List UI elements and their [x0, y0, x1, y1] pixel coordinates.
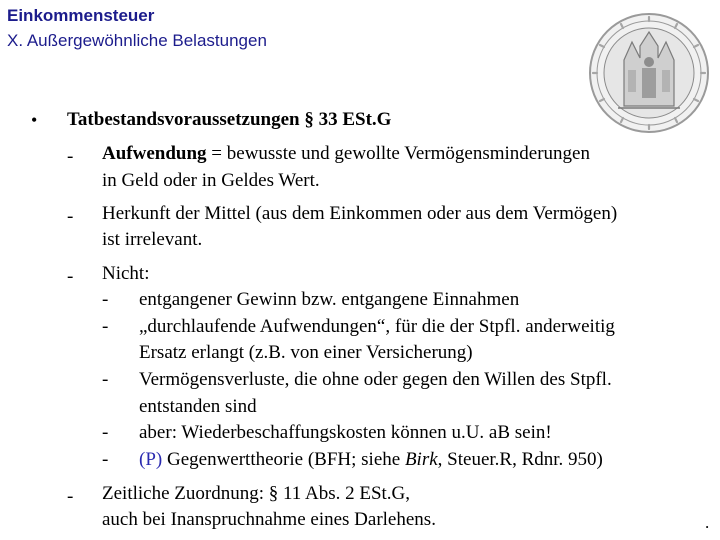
end-mark: . — [705, 513, 710, 532]
university-seal-icon — [588, 12, 710, 134]
dash-marker: - — [67, 266, 74, 287]
sub-item-durchlaufende-line2: Ersatz erlangt (z.B. von einer Versicherung) — [139, 342, 473, 363]
item-herkunft-line2: ist irrelevant. — [102, 229, 203, 250]
dash-marker: - — [67, 146, 74, 167]
gegenwerttheorie-text-b: , Steuer.R, Rdnr. 950) — [437, 449, 603, 470]
aufwendung-definition: = bewusste und gewollte Vermögensminderungen — [206, 143, 590, 164]
item-zeitliche-zuordnung-line2: auch bei Inanspruchnahme eines Darlehens. — [102, 509, 436, 530]
term-aufwendung: Aufwendung — [102, 143, 207, 164]
dash-marker: - — [67, 486, 74, 507]
sub-item-wiederbeschaffung: aber: Wiederbeschaffungskosten können u.U. aB sein! — [139, 422, 552, 443]
sub-item-gegenwerttheorie — [139, 449, 603, 471]
problem-marker: (P) — [139, 449, 163, 470]
slide-subtitle: X. Außergewöhnliche Belastungen — [7, 31, 267, 50]
item-zeitliche-zuordnung-line1: Zeitliche Zuordnung: § 11 Abs. 2 ESt.G, — [102, 483, 411, 504]
dash-marker: - — [67, 206, 74, 227]
sub-item-vermoegensverluste-line2: entstanden sind — [139, 396, 257, 417]
bullet-icon: • — [31, 110, 38, 130]
item-herkunft-line1: Herkunft der Mittel (aus dem Einkommen oder aus dem Vermögen) — [102, 203, 618, 224]
sub-dash-marker: - — [102, 449, 109, 470]
author-birk: Birk — [404, 449, 438, 470]
section-heading: Tatbestandsvoraussetzungen § 33 ESt.G — [67, 109, 392, 130]
slide-title: Einkommensteuer — [7, 6, 155, 25]
sub-item-durchlaufende-line1: „durchlaufende Aufwendungen“, für die der Stpfl. anderweitig — [139, 316, 615, 337]
sub-dash-marker: - — [102, 369, 109, 390]
sub-dash-marker: - — [102, 422, 109, 443]
sub-dash-marker: - — [102, 289, 109, 310]
gegenwerttheorie-text-a: Gegenwerttheorie (BFH; siehe — [162, 449, 405, 470]
sub-item-vermoegensverluste-line1: Vermögensverluste, die ohne oder gegen den Willen des Stpfl. — [139, 369, 612, 390]
item-aufwendung-line2: in Geld oder in Geldes Wert. — [102, 170, 320, 191]
item-aufwendung-line1 — [102, 143, 590, 165]
sub-dash-marker: - — [102, 316, 109, 337]
item-nicht-intro: Nicht: — [102, 263, 150, 284]
sub-item-entgangener-gewinn: entgangener Gewinn bzw. entgangene Einnahmen — [139, 289, 520, 310]
